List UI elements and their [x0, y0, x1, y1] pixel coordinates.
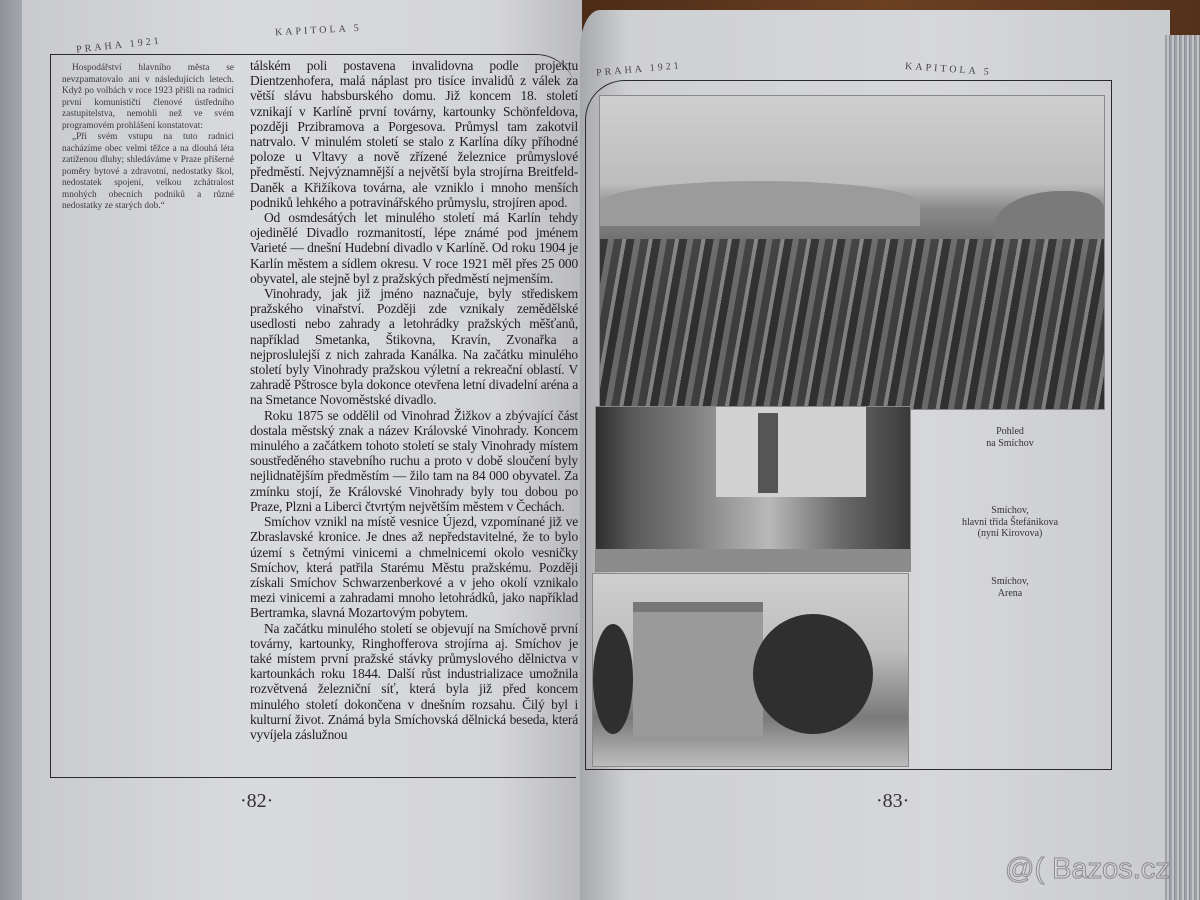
- running-head-chapter: KAPITOLA 5: [274, 22, 362, 39]
- sidebar-paragraph: Hospodářství hlavního města se nevzpamatovalo ani v následujících letech. Když po volbách v roce 1923 přišli na radnici první komunističtí členové ústředního zastupitelstva, nemohli než ve svém programovém prohlášení konstatovat:: [62, 63, 234, 131]
- photo-arena: [592, 573, 909, 767]
- caption-view-of-smichov: [910, 426, 1110, 449]
- paragraph-smichov: Smíchov vznikl na místě vesnice Újezd, vzpomínané již ve Zbraslavské kronice. Je dnes až nepředstavitelné, že to bylo území s četnými vinicemi a chmelnicemi okolo vesničky Smíchov, která patřila Starému Městu pražskému. Později získali Smíchov Schwarzenberkové a v jeho okolí vznikalo mezi vinicemi a zahradami mnoho letohrádků, jako například Bertramka, slavná Mozartovým pobytem.: [250, 514, 578, 621]
- page-number-right: ·83·: [876, 790, 910, 812]
- caption-stefanikova: [910, 505, 1110, 540]
- paragraph-karlin: tálském poli postavena invalidovna podle projektu Dientzenhofera, malá náplast pro tisíce invalidů z válek za větší slávu habsburského domu. Již koncem 18. století vznikají v Karlíně první továrny, kartounky Schönfeldova, později Przibramova a Porgesova. Průmysl tam zakotvil natrvalo. V minulém století se stalo z Karlína díky příhodné poloze u Vltavy a nově zřízené železnice průmyslové předměstí. Nejvýznamnější a největší byla strojírna Breitfeld-Daněk a Křižíkova továrna, ale vzniklo i mnoho menších podniků lehkého a potravinářského průmyslu, strojíren apod.: [250, 58, 578, 210]
- paragraph-karlin-theatre: Od osmdesátých let minulého století má Karlín tehdy ojedinělé Divadlo rozmanitostí, lépe známé pod jménem Varieté — dnešní Hudební divadlo v Karlíně. Od roku 1904 je Karlín městem a sídlem okresu. V roce 1921 měl přes 25 000 obyvatel, ale stejně byl z pražských předměstí nejmenším.: [250, 210, 578, 286]
- caption-line: (nyní Kirovova): [977, 528, 1043, 539]
- paragraph-vinohrady: Vinohrady, jak již jméno naznačuje, byly střediskem pražského vinařství. Později zde vznikaly zemědělské usedlosti nebo zahrady a letohrádky pražských měšťanů, například Smetanka, Štikovna, Kravín, Zvonařka a nejproslulejší z nich zahrada Kanálka. Na začátku minulého století byly Vinohrady pražskou výletní a rekreační oblastí. V zahradě Pštrosce byla dokonce otevřena letní divadelní aréna a na Smetance Novoměstské divadlo.: [250, 286, 578, 408]
- caption-line: Pohled: [996, 426, 1024, 437]
- caption-line: hlavní třída Štefánikova: [961, 516, 1059, 528]
- caption-line: Arena: [997, 587, 1023, 599]
- caption-line: na Smíchov: [986, 437, 1034, 449]
- sidebar-quote-paragraph: „Při svém vstupu na tuto radnici nacházíme obec velmi těžce a na dlouhá léta zatíženou dluhy; shledáváme v Praze příšerné poměry bytové a zdravotní, nedostatky škol, nedostatek spojení, velkou zchátralost mnohých obecních podniků a různé nedostatky ze starých dob.“: [62, 132, 234, 211]
- photo-stefanikova-street: [595, 406, 911, 572]
- photo-view-of-smichov: [599, 95, 1105, 410]
- caption-line: Smíchov,: [991, 505, 1029, 516]
- paragraph-vinohrady-1875: Roku 1875 se oddělil od Vinohrad Žižkov a zbývající část dostala městský znak a název Královské Vinohrady. Koncem minulého a začátkem tohoto století se staly Vinohrady místem soustředěného stavebního ruchu a proto v době sloučení byly nejlidnatějším předměstím — žilo tam na 84 000 obyvatel. Za zmínku stojí, že Královské Vinohrady byly tou dobou po Praze, Plzni a Liberci čtvrtým největším městem v Čechách.: [250, 407, 578, 514]
- page-number-left: ·82·: [240, 790, 274, 812]
- main-text: [250, 58, 578, 742]
- page-stack-edge: [1165, 35, 1200, 900]
- paragraph-smichov-industry: Na začátku minulého století se objevují na Smíchově první továrny, kartounky, Ringhofferova strojírna aj. Smíchov je také místem první pražské stávky průmyslového dělnictva v kartounkách roku 1844. Další růst industrializace umožnila rozvětvená železniční síť, která byla již před koncem minulého století dokončena v dnešním rozsahu. Čilý byl i kulturní život. Známá byla Smíchovská dělnická beseda, která vyvíjela záslužnou: [250, 620, 578, 742]
- watermark: @( Bazos.cz: [1005, 853, 1170, 885]
- running-head-chapter-right-page: KAPITOLA 5: [904, 60, 993, 79]
- caption-line: Smíchov,: [991, 576, 1029, 587]
- sidebar-quote: [62, 63, 234, 213]
- running-head-left: PRAHA 1921: [75, 35, 163, 56]
- caption-arena: [910, 576, 1110, 599]
- running-head-left-right-page: PRAHA 1921: [595, 60, 683, 79]
